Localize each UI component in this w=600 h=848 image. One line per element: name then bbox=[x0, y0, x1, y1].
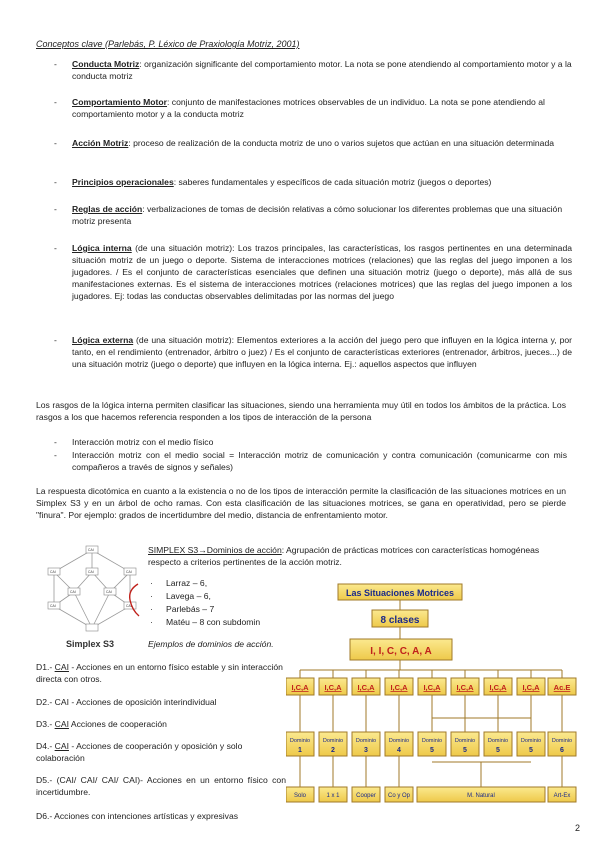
domain-text: (CAI/ CAI/ CAI/ CAI)- Acciones en un entorno físico con incertidumbre. bbox=[36, 775, 286, 797]
definition-text: : conjunto de manifestaciones motrices observables de un individuo. La nota se pone atendiendo al comportamiento motor y a la conducta motriz bbox=[72, 97, 545, 119]
author-item: Larraz – 6, bbox=[166, 578, 208, 588]
tree-dominio-word: Dominio bbox=[388, 738, 410, 744]
definition-term: Comportamiento Motor bbox=[72, 97, 168, 107]
tree-bottom-label: Co y Op bbox=[387, 793, 411, 799]
tree-branch-label: I,C,A bbox=[423, 683, 441, 692]
domain-prefix: D3.- bbox=[36, 719, 55, 729]
tree-branch-label: I,C,A bbox=[390, 683, 408, 692]
definition-text: (de una situación motriz): Elementos exteriores a la acción del juego pero que influyen en la lógica interna y, por tanto, en el rendimiento (entrenador, árbitro o juez) / Es el conjunto de características exteriores (entrenador, árbitros, jueces...) de una situación motriz (juego o deporte) que influyen en la lógica interna. Ej.: aquellos aspectos que influyen bbox=[72, 335, 573, 369]
tree-dominio-word: Dominio bbox=[322, 738, 344, 744]
situations-tree bbox=[286, 582, 578, 804]
tree-dominio-num: 5 bbox=[430, 747, 434, 754]
tree-branch-label: I,C,A bbox=[291, 683, 309, 692]
domain-code: CAI bbox=[54, 741, 69, 751]
domain-code: CAI bbox=[54, 719, 69, 729]
simplex-node-label: CAI bbox=[88, 570, 94, 574]
tree-bottom-label: Cooper bbox=[356, 793, 376, 799]
definition-term: Principios operacionales bbox=[72, 177, 174, 187]
author-bullet: · bbox=[150, 591, 153, 601]
domain-text: - Acciones en un entorno físico estable y sin interacción directa con otros. bbox=[36, 662, 283, 684]
simplex-node-label: CAI bbox=[70, 590, 76, 594]
bullet-dash: - bbox=[54, 437, 57, 447]
tree-dominio-word: Dominio bbox=[289, 738, 311, 744]
interaction-item: Interacción motriz con el medio físico bbox=[72, 437, 214, 447]
simplex-node-label: CAI bbox=[88, 548, 94, 552]
definition-item bbox=[72, 203, 572, 227]
interaction-item: Interacción motriz con el medio social = Interacción motriz de comunicación y contra comunicación (comunicarme con mis compañeros a través de signos y señales) bbox=[72, 450, 567, 472]
definition-item bbox=[72, 137, 572, 149]
domain-text: Acciones con intenciones artísticas y expresivas bbox=[54, 811, 239, 821]
domain-prefix: D1.- bbox=[36, 662, 55, 672]
simplex-title bbox=[148, 544, 568, 568]
page-header: Conceptos clave (Parlebás, P. Léxico de Praxiología Motriz, 2001) bbox=[36, 39, 300, 49]
tree-bottom-label: Solo bbox=[293, 793, 307, 799]
tree-classes: 8 clases bbox=[380, 615, 420, 626]
examples-title: Ejemplos de dominios de acción. bbox=[148, 639, 274, 649]
author-item: Matéu – 8 con subdomin bbox=[166, 617, 261, 627]
domain-item bbox=[36, 740, 286, 764]
tree-branch-label: I,C,A bbox=[324, 683, 342, 692]
simplex-title-prefix: SIMPLEX S3→Dominios de acción bbox=[148, 545, 282, 555]
tree-branch-label: I,C,A bbox=[522, 683, 540, 692]
tree-dominio-num: 2 bbox=[331, 747, 335, 754]
definition-item bbox=[72, 334, 572, 370]
tree-dominio-word: Dominio bbox=[520, 738, 542, 744]
tree-branch-label: Ac.E bbox=[553, 683, 571, 692]
definition-text: : organización significante del comportamiento motor. La nota se pone atendiendo al comportamiento motor y a la conducta motriz bbox=[72, 59, 572, 81]
definition-text: : verbalizaciones de tomas de decisión relativas a cómo solucionar los diferentes problemas que una situación motriz presenta bbox=[72, 204, 563, 226]
definition-item bbox=[72, 96, 572, 120]
domain-prefix: D4.- bbox=[36, 741, 55, 751]
bullet-dash: - bbox=[54, 177, 57, 187]
definition-term: Acción Motriz bbox=[72, 138, 129, 148]
definition-term: Reglas de acción bbox=[72, 204, 143, 214]
simplex-node-label: CAI bbox=[126, 604, 132, 608]
tree-bottom-label: Art-Ex bbox=[553, 793, 571, 799]
definition-term: Lógica interna bbox=[72, 243, 132, 253]
simplex-title-suffix: : Agrupación de prácticas motrices con características homogéneas respecto a criterios pertinentes de la acción motriz. bbox=[148, 545, 540, 567]
domain-code: CAI bbox=[54, 662, 69, 672]
tree-dominio-word: Dominio bbox=[487, 738, 509, 744]
author-item: Lavega – 6, bbox=[166, 591, 211, 601]
domain-item bbox=[36, 661, 286, 685]
simplex-node-label: CAI bbox=[50, 604, 56, 608]
domain-prefix: D6.- bbox=[36, 811, 55, 821]
domain-prefix: D2.- bbox=[36, 697, 55, 707]
bullet-dash: - bbox=[54, 335, 57, 345]
domain-item bbox=[36, 774, 286, 798]
definition-item bbox=[72, 242, 572, 302]
domain-item bbox=[36, 696, 286, 708]
simplex-node-label: CAI bbox=[126, 570, 132, 574]
domain-text: Acciones de cooperación bbox=[68, 719, 167, 729]
tree-dominio-num: 5 bbox=[463, 747, 467, 754]
definition-term: Lógica externa bbox=[72, 335, 134, 345]
author-bullet: · bbox=[150, 578, 153, 588]
paragraph-classification: La respuesta dicotómica en cuanto a la existencia o no de los tipos de interacción permite la clasificación de las situaciones motrices en un Simplex S3 y en un árbol de ocho ramas. Con esta clasificación de las situaciones motrices, se gana en operatividad, pero se pierde "finura". Por ejemplo: grados de incertidumbre del medio, distancia de enfrentamiento motor. bbox=[36, 486, 566, 520]
domain-text: - Acciones de cooperación y oposición y solo colaboración bbox=[36, 741, 243, 763]
bullet-dash: - bbox=[54, 97, 57, 107]
definition-text: (de una situación motriz): Los trazos principales, las características, los rasgos pertinentes en una determinada situación motriz de un juego o deporte. Sistema de interacciones motrices (relaciones) que las reglas del juego imponen a los jugadores. / Es el conjunto de características esenciales que definen una situación motriz (juego o deporte), más allá de sus manifestaciones externas. Es el sistema de interacciones motrices (relaciones motrices) que las reglas del juego imponen a los jugadores. Ej: todas las conductas observables delimitadas por las normas del juego bbox=[72, 243, 572, 301]
tree-title: Las Situaciones Motrices bbox=[345, 588, 455, 598]
tree-branch-label: I,C,A bbox=[357, 683, 375, 692]
page-number: 2 bbox=[574, 823, 580, 833]
tree-bottom-label: 1 x 1 bbox=[326, 793, 340, 799]
domain-item bbox=[36, 810, 286, 822]
simplex-node-label: CAI bbox=[106, 590, 112, 594]
tree-dominio-num: 3 bbox=[364, 747, 368, 754]
author-bullet: · bbox=[150, 604, 153, 614]
tree-dominio-word: Dominio bbox=[551, 738, 573, 744]
tree-dominio-word: Dominio bbox=[421, 738, 443, 744]
definition-term: Conducta Motriz bbox=[72, 59, 140, 69]
tree-dominio-num: 5 bbox=[529, 747, 533, 754]
paragraph-logic: Los rasgos de la lógica interna permiten clasificar las situaciones, siendo una herramienta muy útil en todos los ámbitos de la práctica. Los rasgos a los que hacemos referencia responden a los tipos de interacción de la persona bbox=[36, 400, 566, 422]
tree-dominio-word: Dominio bbox=[454, 738, 476, 744]
tree-letters: I, I, C, C, A, A bbox=[370, 646, 432, 657]
definition-text: : proceso de realización de la conducta motriz de uno o varios sujetos que actúan en una situación determinada bbox=[128, 138, 554, 148]
domain-item bbox=[36, 718, 286, 730]
definition-item bbox=[72, 58, 572, 82]
definition-text: : saberes fundamentales y específicos de cada situación motriz (juegos o deportes) bbox=[173, 177, 492, 187]
definition-item bbox=[72, 176, 572, 188]
author-bullet: · bbox=[150, 617, 153, 627]
simplex-node-label: CAI bbox=[50, 570, 56, 574]
tree-dominio-word: Dominio bbox=[355, 738, 377, 744]
author-item: Parlebás – 7 bbox=[166, 604, 215, 614]
bullet-dash: - bbox=[54, 450, 57, 460]
tree-branch-label: I,C,A bbox=[489, 683, 507, 692]
domain-text: CAI - Acciones de oposición interindividual bbox=[54, 697, 217, 707]
tree-dominio-num: 5 bbox=[496, 747, 500, 754]
bullet-dash: - bbox=[54, 138, 57, 148]
tree-bottom-label: M. Natural bbox=[467, 793, 495, 799]
bullet-dash: - bbox=[54, 204, 57, 214]
bracket-mark-icon bbox=[126, 580, 142, 620]
simplex-label: Simplex S3 bbox=[66, 639, 115, 649]
tree-branch-label: I,C,A bbox=[456, 683, 474, 692]
bullet-dash: - bbox=[54, 243, 57, 253]
tree-dominio-num: 1 bbox=[298, 747, 302, 754]
tree-dominio-num: 6 bbox=[560, 747, 564, 754]
bullet-dash: - bbox=[54, 59, 57, 69]
domain-prefix: D5.- bbox=[36, 775, 57, 785]
tree-dominio-num: 4 bbox=[397, 747, 401, 754]
